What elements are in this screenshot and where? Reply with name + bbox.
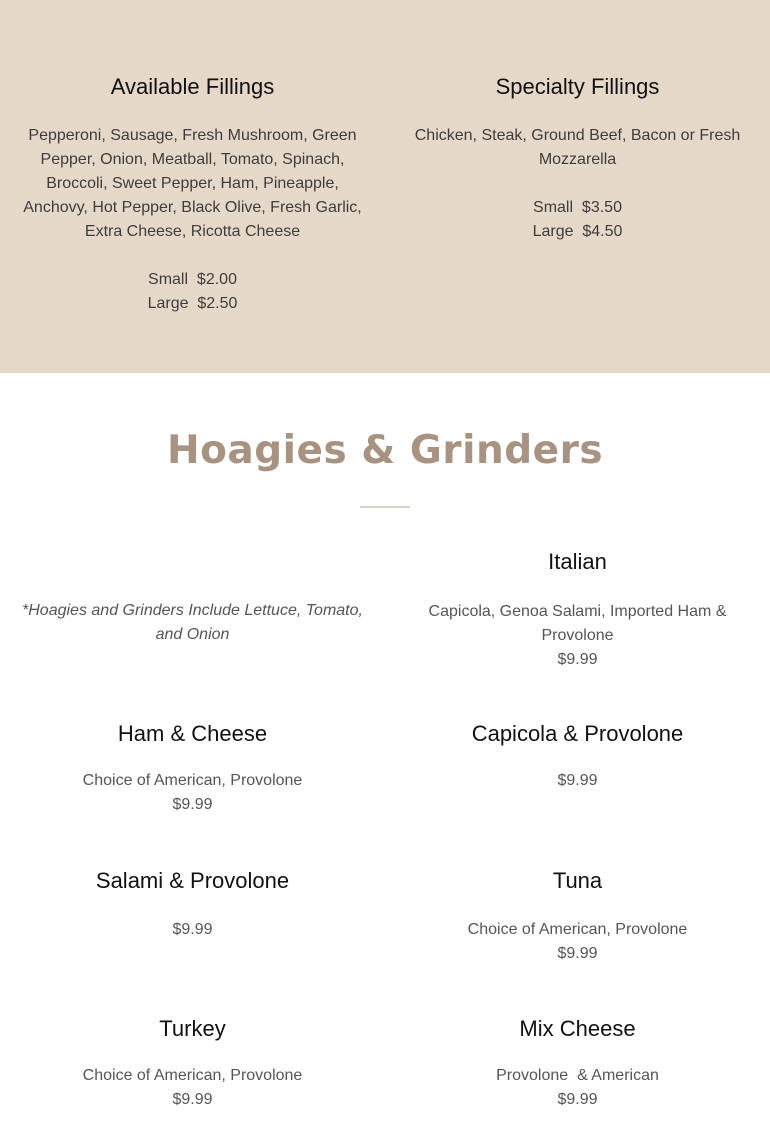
menu-item-price: $9.99	[172, 1091, 213, 1108]
menu-item-tuna	[405, 867, 750, 967]
specialty-fillings-title: Specialty Fillings	[495, 74, 660, 99]
available-fillings-large-price: Large $2.50	[147, 295, 238, 312]
menu-item-price: $9.99	[172, 796, 213, 813]
specialty-fillings-column	[405, 0, 750, 373]
menu-item-name: Ham & Cheese	[117, 721, 268, 746]
menu-item-capicola-provolone	[405, 720, 750, 820]
specialty-fillings-description: Chicken, Steak, Ground Beef, Bacon or Fresh Mozzarella	[414, 127, 741, 168]
specialty-fillings-large-price: Large $4.50	[532, 223, 623, 240]
menu-item-name: Tuna	[552, 868, 603, 893]
menu-item-description: Choice of American, Provolone	[467, 921, 688, 938]
available-fillings-description: Pepperoni, Sausage, Fresh Mushroom, Green Pepper, Onion, Meatball, Tomato, Spinach, Broccoli, Sweet Pepper, Ham, Pineapple, Anchovy, Hot Pepper, Black Olive, Fresh Garlic, Extra Cheese, Ricotta Cheese	[23, 127, 362, 240]
hoagies-heading: Hoagies & Grinders	[166, 428, 604, 473]
menu-item-price: $9.99	[557, 1091, 598, 1108]
available-fillings-title: Available Fillings	[110, 74, 275, 99]
menu-item-price: $9.99	[557, 651, 598, 668]
available-fillings-column	[20, 0, 365, 373]
menu-item-name: Turkey	[159, 1016, 226, 1041]
menu-item-description: Provolone & American	[496, 1067, 659, 1084]
heading-divider	[360, 506, 410, 508]
menu-item-description: Choice of American, Provolone	[82, 1067, 303, 1084]
menu-item-price: $9.99	[557, 772, 598, 789]
fillings-section	[0, 0, 770, 373]
menu-item-name: Salami & Provolone	[95, 868, 290, 893]
menu-item-name: Mix Cheese	[519, 1016, 636, 1041]
menu-item-italian	[405, 548, 750, 678]
menu-item-ham-cheese	[20, 720, 365, 820]
menu-item-turkey	[20, 1015, 365, 1115]
hoagies-note: *Hoagies and Grinders Include Lettuce, Tomato, and Onion	[22, 602, 363, 643]
menu-item-price: $9.99	[172, 921, 213, 938]
menu-item-price: $9.99	[557, 945, 598, 962]
hoagies-section	[0, 373, 770, 1126]
menu-item-description: Capicola, Genoa Salami, Imported Ham & Provolone	[428, 603, 727, 644]
menu-item-description: Choice of American, Provolone	[82, 772, 303, 789]
menu-item-salami-provolone	[20, 867, 365, 967]
menu-item-name: Capicola & Provolone	[471, 721, 684, 746]
specialty-fillings-small-price: Small $3.50	[533, 199, 622, 216]
menu-item-mix-cheese	[405, 1015, 750, 1115]
menu-item-name: Italian	[548, 549, 607, 574]
available-fillings-small-price: Small $2.00	[148, 271, 237, 288]
